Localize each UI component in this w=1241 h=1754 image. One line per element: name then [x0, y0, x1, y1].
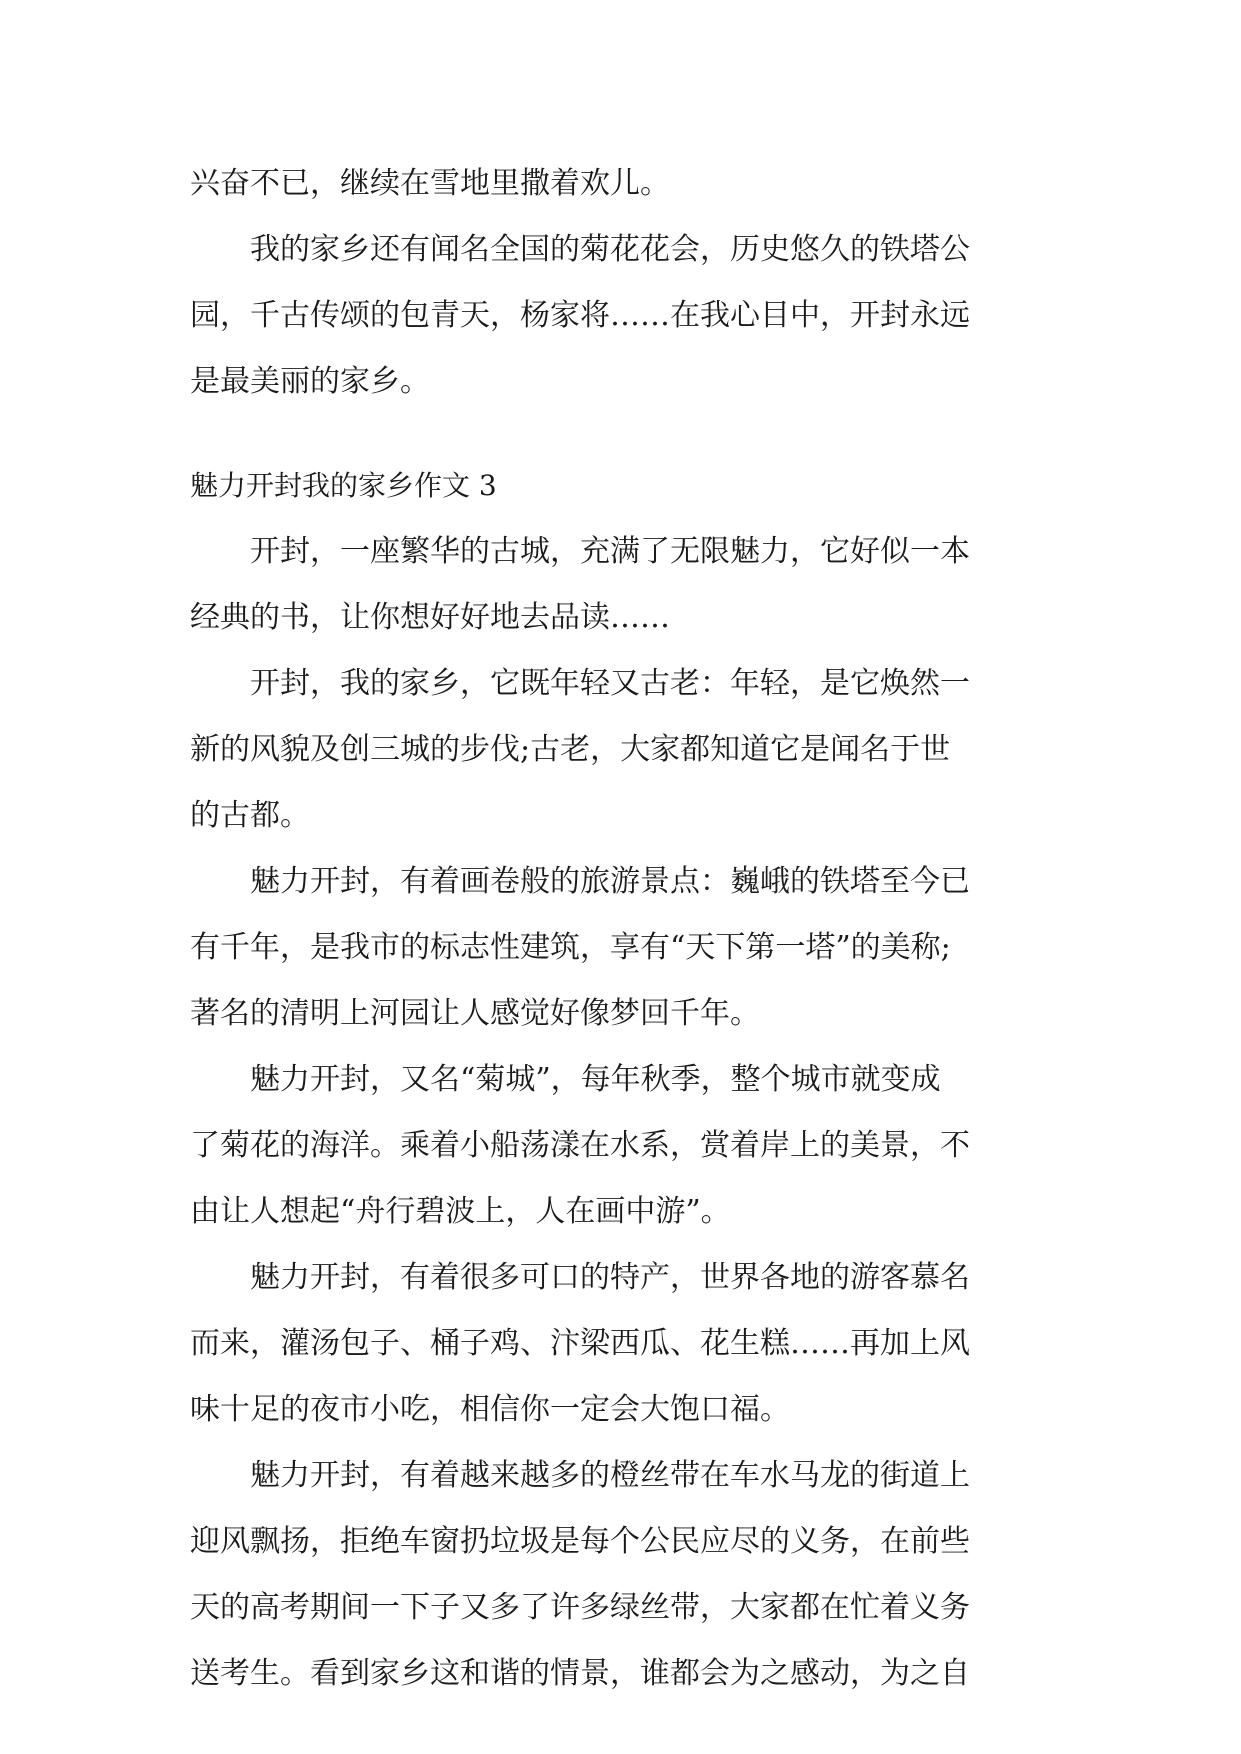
text-line: 了菊花的海洋。乘着小船荡漾在水系，赏着岸上的美景，不 — [190, 1128, 970, 1163]
text-line: 我的家乡还有闻名全国的菊花花会，历史悠久的铁塔公 — [190, 232, 970, 267]
section-spacer — [190, 415, 1050, 453]
text-line: 开封，我的家乡，它既年轻又古老：年轻，是它焕然一 — [190, 666, 970, 701]
document-body — [190, 151, 1050, 1707]
text-line: 经典的书，让你想好好地去品读…… — [190, 600, 670, 635]
text-line: 味十足的夜市小吃，相信你一定会大饱口福。 — [190, 1392, 790, 1427]
text-line: 的古都。 — [190, 798, 310, 833]
text-line: 著名的清明上河园让人感觉好像梦回千年。 — [190, 996, 760, 1031]
section-title: 魅力开封我的家乡作文 3 — [190, 469, 497, 502]
text-line: 魅力开封，有着画卷般的旅游景点：巍峨的铁塔至今已 — [190, 864, 970, 899]
text-line: 园，千古传颂的包青天，杨家将……在我心目中，开封永远 — [190, 298, 970, 333]
text-line: 天的高考期间一下子又多了许多绿丝带，大家都在忙着义务 — [190, 1590, 970, 1625]
text-line: 魅力开封，又名“菊城”，每年秋季，整个城市就变成 — [190, 1062, 941, 1097]
text-line: 魅力开封，有着很多可口的特产，世界各地的游客慕名 — [190, 1260, 970, 1295]
text-line: 有千年，是我市的标志性建筑，享有“天下第一塔”的美称; — [190, 930, 951, 965]
text-line: 是最美丽的家乡。 — [190, 364, 430, 399]
text-line: 送考生。看到家乡这和谐的情景，谁都会为之感动，为之自 — [190, 1656, 970, 1691]
text-line: 新的风貌及创三城的步伐;古老，大家都知道它是闻名于世 — [190, 732, 951, 767]
text-line: 开封，一座繁华的古城，充满了无限魅力，它好似一本 — [190, 534, 970, 569]
text-line: 而来，灌汤包子、桶子鸡、汴梁西瓜、花生糕……再加上风 — [190, 1326, 970, 1361]
text-line: 兴奋不已，继续在雪地里撒着欢儿。 — [190, 166, 670, 201]
text-line: 魅力开封，有着越来越多的橙丝带在车水马龙的街道上 — [190, 1458, 970, 1493]
text-line: 由让人想起“舟行碧波上，人在画中游”。 — [190, 1194, 731, 1229]
text-line: 迎风飘扬，拒绝车窗扔垃圾是每个公民应尽的义务，在前些 — [190, 1524, 970, 1559]
